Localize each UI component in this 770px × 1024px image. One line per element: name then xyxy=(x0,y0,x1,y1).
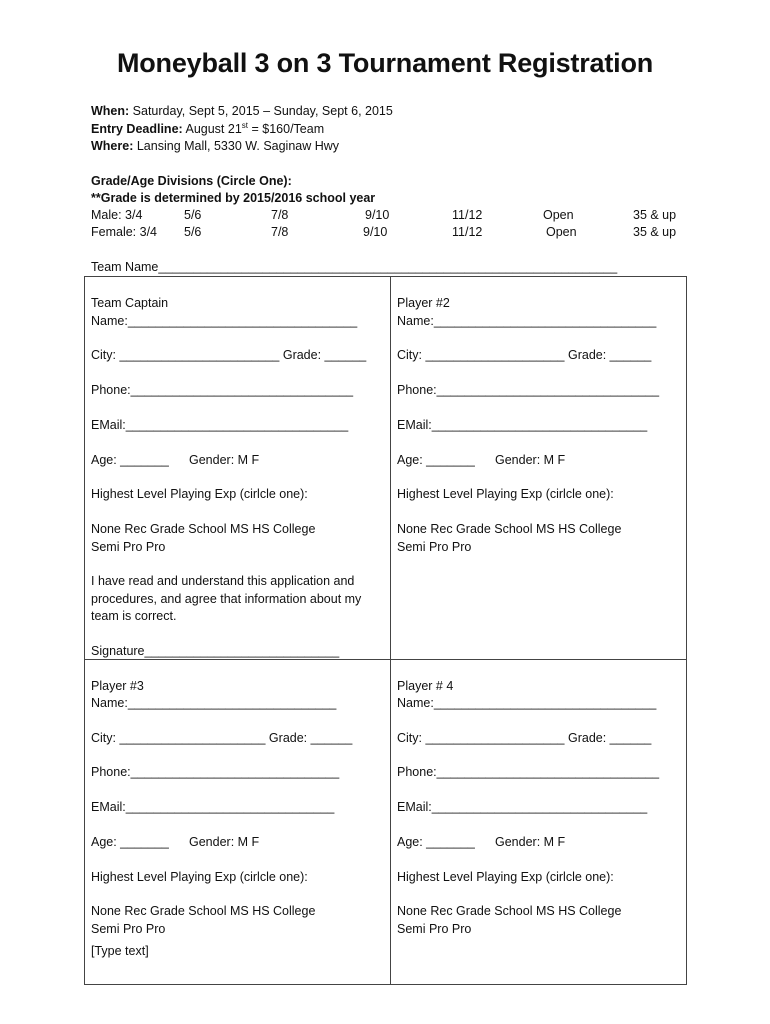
player3-gender-field[interactable]: Gender: M F xyxy=(189,835,260,849)
player4-age-field[interactable]: Age: _______ xyxy=(397,835,475,849)
male-label: Male: 3/4 xyxy=(91,208,143,222)
player2-gender-field[interactable]: Gender: M F xyxy=(495,453,566,467)
team-name-field[interactable]: Team Name__________________________________________________________________ xyxy=(91,260,618,274)
deadline-label: Entry Deadline: xyxy=(91,122,183,136)
female-7-8: 7/8 xyxy=(271,225,289,239)
signature-field[interactable]: Signature____________________________ xyxy=(91,644,340,658)
deadline-fee: = $160/Team xyxy=(248,122,325,136)
male-5-6: 5/6 xyxy=(184,208,202,222)
deadline-sup: st xyxy=(241,120,249,130)
player3-heading: Player #3 xyxy=(91,679,144,693)
player4-city-grade-field[interactable]: City: ____________________ Grade: ______ xyxy=(397,731,652,745)
captain-email-field[interactable]: EMail:________________________________ xyxy=(91,418,349,432)
where-line xyxy=(91,137,339,155)
captain-levels-options[interactable]: None Rec Grade School MS HS College xyxy=(91,522,316,536)
player4-email-field[interactable]: EMail:_______________________________ xyxy=(397,800,648,814)
captain-level-label: Highest Level Playing Exp (cirlcle one): xyxy=(91,487,308,501)
player4-levels-options-2[interactable]: Semi Pro Pro xyxy=(397,922,472,936)
male-division-row xyxy=(91,206,691,224)
deadline-line xyxy=(91,120,324,138)
male-35-up: 35 & up xyxy=(633,208,677,222)
where-value: Lansing Mall, 5330 W. Saginaw Hwy xyxy=(136,139,340,153)
player4-gender-field[interactable]: Gender: M F xyxy=(495,835,566,849)
female-9-10: 9/10 xyxy=(363,225,388,239)
when-line xyxy=(91,102,393,120)
player2-phone-field[interactable]: Phone:________________________________ xyxy=(397,383,660,397)
female-35-up: 35 & up xyxy=(633,225,677,239)
when-value: Saturday, Sept 5, 2015 – Sunday, Sept 6, 2015 xyxy=(132,104,393,118)
agreement-line-1: I have read and understand this application and xyxy=(91,574,355,588)
player3-phone-field[interactable]: Phone:______________________________ xyxy=(91,765,340,779)
female-5-6: 5/6 xyxy=(184,225,202,239)
female-label: Female: 3/4 xyxy=(91,225,158,239)
agreement-line-3: team is correct. xyxy=(91,609,177,623)
female-11-12: 11/12 xyxy=(452,225,483,239)
captain-name-field[interactable]: Name:_________________________________ xyxy=(91,314,358,328)
male-9-10: 9/10 xyxy=(365,208,390,222)
divisions-note: **Grade is determined by 2015/2016 school year xyxy=(91,191,376,205)
type-text-placeholder: [Type text] xyxy=(91,944,149,958)
male-open: Open xyxy=(543,208,574,222)
player3-levels-options[interactable]: None Rec Grade School MS HS College xyxy=(91,904,316,918)
female-division-row xyxy=(91,223,691,241)
player2-age-field[interactable]: Age: _______ xyxy=(397,453,475,467)
player2-level-label: Highest Level Playing Exp (cirlcle one): xyxy=(397,487,614,501)
player4-level-label: Highest Level Playing Exp (cirlcle one): xyxy=(397,870,614,884)
player3-email-field[interactable]: EMail:______________________________ xyxy=(91,800,335,814)
player2-levels-options[interactable]: None Rec Grade School MS HS College xyxy=(397,522,622,536)
where-label: Where: xyxy=(91,139,134,153)
captain-levels-options-2[interactable]: Semi Pro Pro xyxy=(91,540,166,554)
player4-phone-field[interactable]: Phone:________________________________ xyxy=(397,765,660,779)
female-open: Open xyxy=(546,225,577,239)
player2-name-field[interactable]: Name:________________________________ xyxy=(397,314,657,328)
agreement-line-2: procedures, and agree that information about my xyxy=(91,592,362,606)
male-7-8: 7/8 xyxy=(271,208,289,222)
player4-levels-options[interactable]: None Rec Grade School MS HS College xyxy=(397,904,622,918)
player4-name-field[interactable]: Name:________________________________ xyxy=(397,696,657,710)
player3-level-label: Highest Level Playing Exp (cirlcle one): xyxy=(91,870,308,884)
divisions-heading: Grade/Age Divisions (Circle One): xyxy=(91,174,292,188)
player2-heading: Player #2 xyxy=(397,296,450,310)
captain-phone-field[interactable]: Phone:________________________________ xyxy=(91,383,354,397)
captain-gender-field[interactable]: Gender: M F xyxy=(189,453,260,467)
player3-city-grade-field[interactable]: City: _____________________ Grade: ______ xyxy=(91,731,353,745)
page-title: Moneyball 3 on 3 Tournament Registration xyxy=(116,48,654,78)
player2-city-grade-field[interactable]: City: ____________________ Grade: ______ xyxy=(397,348,652,362)
player2-email-field[interactable]: EMail:_______________________________ xyxy=(397,418,648,432)
player3-age-field[interactable]: Age: _______ xyxy=(91,835,169,849)
male-11-12: 11/12 xyxy=(452,208,483,222)
captain-city-grade-field[interactable]: City: _______________________ Grade: ______ xyxy=(91,348,367,362)
player4-heading: Player # 4 xyxy=(397,679,454,693)
when-label: When: xyxy=(91,104,130,118)
deadline-value: August 21 xyxy=(185,122,242,136)
player3-name-field[interactable]: Name:______________________________ xyxy=(91,696,337,710)
captain-heading: Team Captain xyxy=(91,296,169,310)
player3-levels-options-2[interactable]: Semi Pro Pro xyxy=(91,922,166,936)
captain-age-field[interactable]: Age: _______ xyxy=(91,453,169,467)
grid-vertical-divider xyxy=(390,276,391,985)
player2-levels-options-2[interactable]: Semi Pro Pro xyxy=(397,540,472,554)
